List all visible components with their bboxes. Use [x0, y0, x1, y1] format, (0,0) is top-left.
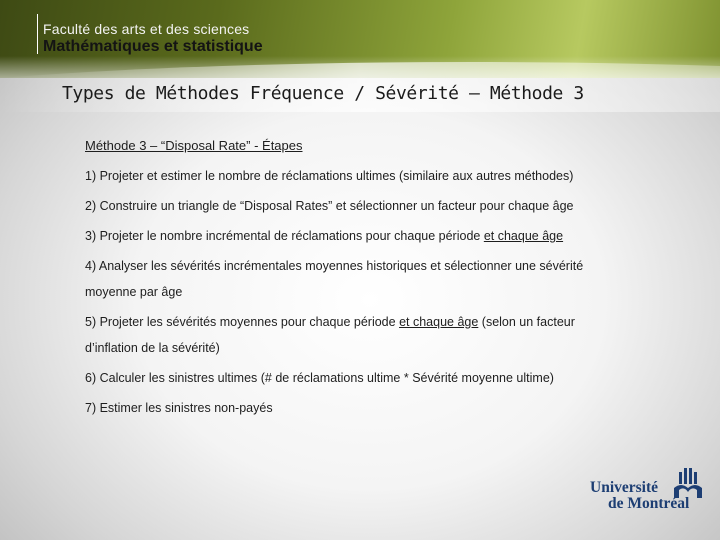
step-5-line-1: [85, 315, 685, 329]
step-3-text: 3) Projeter le nombre incrémental de réclamations pour chaque période: [85, 229, 484, 243]
slide-body: [85, 138, 685, 415]
step-5-text: 5) Projeter les sévérités moyennes pour chaque période: [85, 315, 400, 329]
step-6: 6) Calculer les sinistres ultimes (# de réclamations ultime * Sévérité moyenne ultime): [85, 371, 554, 385]
logo-wordmark: [590, 480, 689, 512]
step-5-line-2: d’inflation de la sévérité): [85, 341, 220, 355]
step-2: 2) Construire un triangle de “Disposal Rates” et sélectionner un facteur pour chaque âge: [85, 199, 574, 213]
slide-title: Types de Méthodes Fréquence / Sévérité – Méthode 3: [62, 83, 584, 104]
faculty-name: Faculté des arts et des sciences: [43, 21, 250, 37]
department-name: Mathématiques et statistique: [43, 38, 263, 55]
step-4-line-1: 4) Analyser les sévérités incrémentales moyennes historiques et sélectionner une sévérité: [85, 259, 584, 273]
section-subtitle: Méthode 3 – “Disposal Rate” - Étapes: [85, 138, 303, 153]
step-1: 1) Projeter et estimer le nombre de réclamations ultimes (similaire aux autres méthodes): [85, 169, 574, 183]
step-5-underlined: et chaque âge: [399, 315, 479, 329]
header-divider: [37, 14, 38, 54]
step-3-underlined: et chaque âge: [483, 229, 564, 243]
logo-line-2: de Montréal: [608, 495, 690, 512]
step-4-line-2: moyenne par âge: [85, 285, 183, 299]
step-3: [85, 229, 685, 243]
step-5-after: (selon un facteur: [478, 315, 575, 329]
step-7: 7) Estimer les sinistres non-payés: [85, 401, 273, 415]
universite-de-montreal-logo: [590, 468, 702, 518]
logo-line-1: Université: [590, 479, 659, 496]
